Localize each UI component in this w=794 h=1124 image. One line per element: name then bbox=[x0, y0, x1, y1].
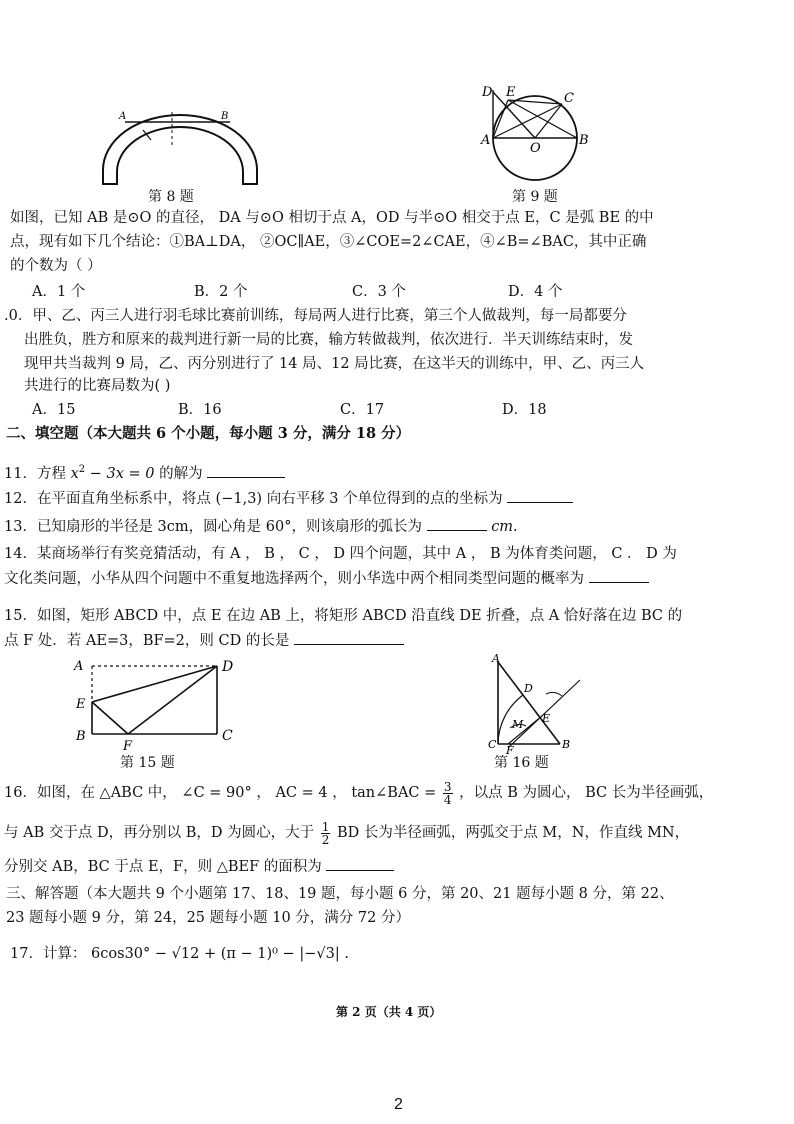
q11-answer-blank[interactable] bbox=[207, 463, 285, 478]
q14-line1: 14．某商场举行有奖竞猜活动，有 A ， B ， C ， D 四个问题，其中 A ， B 为体育类问题， C ． D 为 bbox=[4, 546, 677, 562]
svg-text:C: C bbox=[488, 738, 497, 751]
svg-text:D: D bbox=[222, 659, 234, 675]
q12: 12．在平面直角坐标系中，将点 (−1,3) 向右平移 3 个单位得到的点的坐标为 bbox=[4, 488, 573, 509]
page-number: 2 bbox=[394, 1096, 403, 1113]
q16-line2: 与 AB 交于点 D，再分别以 B，D 为圆心，大于 $\frac{1}{2}$ BD 长为半径画弧，两弧交于点 M，N，作直线 MN， bbox=[4, 819, 690, 847]
q16-fraction-1-2: $\frac{1}{2}$ bbox=[321, 819, 330, 847]
section-3-heading-line1: 三、解答题（本大题共 9 个小题第 17、18、19 题，每小题 6 分，第 20、21 题每小题 8 分，第 22、 bbox=[6, 886, 674, 902]
figure-15-caption: 第 15 题 bbox=[120, 755, 175, 771]
figure-8 bbox=[95, 100, 265, 190]
q15-answer-blank[interactable] bbox=[294, 630, 404, 645]
q9-option-c: C．3 个 bbox=[352, 284, 406, 300]
section-2-heading: 二、填空题（本大题共 6 个小题，每小题 3 分，满分 18 分） bbox=[6, 425, 411, 442]
svg-text:A: A bbox=[481, 133, 491, 148]
q14-answer-blank[interactable] bbox=[589, 568, 649, 583]
svg-text:B: B bbox=[579, 133, 589, 148]
page-footer: 第 2 页（共 4 页） bbox=[336, 1005, 442, 1019]
svg-text:B: B bbox=[76, 729, 86, 744]
q10-option-d: D．18 bbox=[502, 402, 547, 418]
q9-option-b: B．2 个 bbox=[194, 284, 248, 300]
svg-text:E: E bbox=[76, 697, 86, 712]
figure-16-caption: 第 16 题 bbox=[494, 755, 549, 771]
svg-text:M: M bbox=[512, 718, 524, 731]
label-b: B bbox=[221, 111, 229, 122]
q10-line4: 共进行的比赛局数为( ) bbox=[24, 378, 171, 394]
svg-text:E: E bbox=[506, 85, 516, 100]
svg-text:A: A bbox=[74, 659, 84, 674]
svg-text:A: A bbox=[492, 652, 500, 665]
q15-line2: 点 F 处．若 AE=3，BF=2，则 CD 的长是 bbox=[4, 630, 404, 651]
q9-option-a: A．1 个 bbox=[32, 284, 86, 300]
q12-answer-blank[interactable] bbox=[507, 488, 573, 503]
q13: 13．已知扇形的半径是 3cm，圆心角是 60°，则该扇形的弧长为 cm. bbox=[4, 516, 518, 537]
q9-line2: 点，现有如下几个结论：①BA⊥DA， ②OC∥AE，③∠COE=2∠CAE，④∠B=∠BAC，其中正确 bbox=[10, 234, 647, 250]
q10-line2: 出胜负，胜方和原来的裁判进行新一局的比赛，输方转做裁判，依次进行．半天训练结束时，发 bbox=[24, 332, 633, 348]
q10-option-a: A．15 bbox=[32, 402, 76, 418]
svg-text:O: O bbox=[530, 141, 541, 156]
svg-text:F: F bbox=[506, 744, 514, 754]
q10-option-c: C．17 bbox=[340, 402, 385, 418]
q14-line2: 文化类问题，小华从四个问题中不重复地选择两个，则小华选中两个相同类型问题的概率为 bbox=[4, 568, 649, 589]
q9-line3: 的个数为（ ） bbox=[10, 258, 102, 274]
svg-text:B: B bbox=[562, 738, 571, 751]
svg-text:D: D bbox=[524, 682, 533, 695]
figure-16 bbox=[482, 652, 592, 754]
label-a: A bbox=[119, 111, 127, 122]
arch-outer bbox=[103, 115, 257, 184]
q16-line3: 分别交 AB，BC 于点 E，F，则 △BEF 的面积为 bbox=[4, 856, 394, 877]
figure-9 bbox=[478, 82, 598, 188]
q16-fraction-3-4: $\frac{3}{4}$ bbox=[443, 779, 452, 807]
figure-15 bbox=[72, 654, 252, 752]
figure-8-caption: 第 8 题 bbox=[148, 189, 194, 205]
q9-line1: 如图，已知 AB 是⊙O 的直径， DA 与⊙O 相切于点 A，OD 与半⊙O 相交于点 E，C 是弧 BE 的中 bbox=[10, 210, 654, 226]
q13-answer-blank[interactable] bbox=[427, 516, 487, 531]
q16-answer-blank[interactable] bbox=[326, 856, 394, 871]
figure-9-caption: 第 9 题 bbox=[512, 189, 558, 205]
q10-option-b: B．16 bbox=[178, 402, 222, 418]
q11: 11．方程 $x^2 - 3x = 0$ 的解为 bbox=[4, 460, 285, 484]
svg-text:E: E bbox=[542, 712, 551, 725]
svg-text:C: C bbox=[222, 728, 233, 744]
svg-text:D: D bbox=[482, 85, 493, 100]
svg-text:F: F bbox=[123, 739, 133, 752]
section-3-heading-line2: 23 题每小题 9 分，第 24，25 题每小题 10 分，满分 72 分） bbox=[6, 910, 410, 926]
q10-line1: .0．甲、乙、丙三人进行羽毛球比赛前训练，每局两人进行比赛，第三个人做裁判，每一局都要分 bbox=[4, 308, 627, 324]
q15-line1: 15．如图，矩形 ABCD 中，点 E 在边 AB 上，将矩形 ABCD 沿直线 DE 折叠，点 A 恰好落在边 BC 的 bbox=[4, 608, 683, 624]
q9-option-d: D．4 个 bbox=[508, 284, 563, 300]
q16-line1: 16．如图，在 △ABC 中， ∠C = 90° ， AC = 4 ， tan∠BAC = $\frac{3}{4}$ ，以点 B 为圆心， BC 长为半径画弧， bbox=[4, 779, 714, 807]
q17: 17．计算： 6cos30° − √12 + (π − 1)⁰ − |−√3| . bbox=[10, 946, 349, 962]
q10-line3: 现甲共当裁判 9 局，乙、丙分别进行了 14 局、12 局比赛，在这半天的训练中，甲、乙、丙三人 bbox=[24, 356, 645, 372]
svg-text:C: C bbox=[564, 91, 574, 106]
